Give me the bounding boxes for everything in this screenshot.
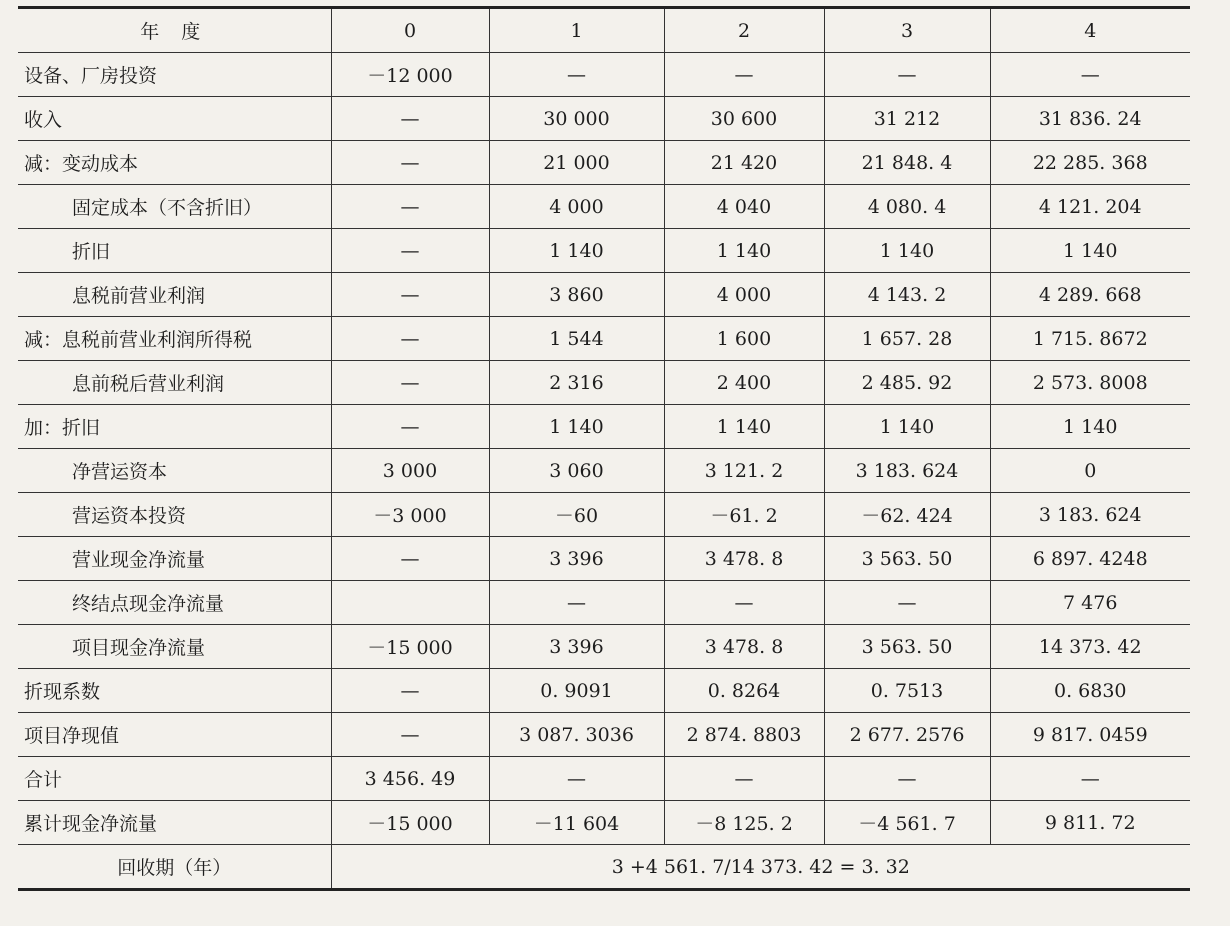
cell-year-3: 0. 7513 [824, 669, 990, 713]
cell-year-4: 1 140 [990, 405, 1190, 449]
cell-year-1: — [489, 757, 664, 801]
year-header-2: 2 [664, 8, 824, 53]
year-header-4: 4 [990, 8, 1190, 53]
cell-year-3: 21 848. 4 [824, 141, 990, 185]
table-row [18, 53, 1190, 97]
row-label: 项目净现值 [18, 713, 331, 757]
table-row [18, 229, 1190, 273]
row-label: 净营运资本 [18, 449, 331, 493]
row-label: 设备、厂房投资 [18, 53, 331, 97]
cell-year-4: 2 573. 8008 [990, 361, 1190, 405]
table-row [18, 537, 1190, 581]
cell-year-3: －62. 424 [824, 493, 990, 537]
cell-year-0: — [331, 713, 489, 757]
year-header-1: 1 [489, 8, 664, 53]
row-label: 营运资本投资 [18, 493, 331, 537]
cell-year-1: 2 316 [489, 361, 664, 405]
cell-year-0: — [331, 537, 489, 581]
cell-year-1: 1 544 [489, 317, 664, 361]
cell-year-0: －3 000 [331, 493, 489, 537]
cell-year-1: －60 [489, 493, 664, 537]
payback-row [18, 845, 1190, 890]
cell-year-4: 6 897. 4248 [990, 537, 1190, 581]
cell-year-2: 4 040 [664, 185, 824, 229]
cell-year-3: 3 563. 50 [824, 537, 990, 581]
cell-year-0: — [331, 361, 489, 405]
cell-year-0 [331, 581, 489, 625]
row-label: 合计 [18, 757, 331, 801]
row-label: 息前税后营业利润 [18, 361, 331, 405]
cell-year-4: 4 289. 668 [990, 273, 1190, 317]
table-row [18, 361, 1190, 405]
cell-year-4: 9 817. 0459 [990, 713, 1190, 757]
row-label: 加：折旧 [18, 405, 331, 449]
cell-year-3: 2 485. 92 [824, 361, 990, 405]
cell-year-2: 3 478. 8 [664, 625, 824, 669]
cell-year-3: 2 677. 2576 [824, 713, 990, 757]
cell-year-3: — [824, 581, 990, 625]
cell-year-0: －12 000 [331, 53, 489, 97]
cell-year-4: 1 140 [990, 229, 1190, 273]
cell-year-3: — [824, 53, 990, 97]
cell-year-3: 31 212 [824, 97, 990, 141]
cell-year-2: 2 400 [664, 361, 824, 405]
table-row [18, 493, 1190, 537]
cell-year-3: 1 140 [824, 229, 990, 273]
cell-year-2: 1 140 [664, 229, 824, 273]
cell-year-1: — [489, 53, 664, 97]
year-header-0: 0 [331, 8, 489, 53]
cell-year-1: 1 140 [489, 405, 664, 449]
cell-year-4: 31 836. 24 [990, 97, 1190, 141]
cell-year-0: －15 000 [331, 801, 489, 845]
cell-year-2: — [664, 581, 824, 625]
cell-year-2: 0. 8264 [664, 669, 824, 713]
cell-year-3: 3 563. 50 [824, 625, 990, 669]
cell-year-0: — [331, 273, 489, 317]
cell-year-4: 1 715. 8672 [990, 317, 1190, 361]
cell-year-2: 3 121. 2 [664, 449, 824, 493]
cell-year-0: 3 000 [331, 449, 489, 493]
cash-flow-table [18, 6, 1190, 891]
cell-year-1: — [489, 581, 664, 625]
row-label: 收入 [18, 97, 331, 141]
table-row [18, 317, 1190, 361]
cell-year-4: 9 811. 72 [990, 801, 1190, 845]
cell-year-0: — [331, 185, 489, 229]
table-row [18, 185, 1190, 229]
cell-year-2: 3 478. 8 [664, 537, 824, 581]
cell-year-2: －8 125. 2 [664, 801, 824, 845]
table-row [18, 757, 1190, 801]
table-row [18, 625, 1190, 669]
cell-year-3: 4 080. 4 [824, 185, 990, 229]
cell-year-3: 4 143. 2 [824, 273, 990, 317]
payback-formula: 3 +4 561. 7/14 373. 42 = 3. 32 [331, 845, 1190, 890]
cell-year-1: 4 000 [489, 185, 664, 229]
cell-year-4: 4 121. 204 [990, 185, 1190, 229]
table-row [18, 713, 1190, 757]
cell-year-1: 3 396 [489, 625, 664, 669]
cell-year-4: 0. 6830 [990, 669, 1190, 713]
row-label: 营业现金净流量 [18, 537, 331, 581]
cell-year-0: — [331, 141, 489, 185]
cell-year-4: 0 [990, 449, 1190, 493]
cell-year-1: 3 396 [489, 537, 664, 581]
table-body [18, 8, 1190, 890]
cell-year-1: 3 087. 3036 [489, 713, 664, 757]
cell-year-0: 3 456. 49 [331, 757, 489, 801]
cell-year-3: — [824, 757, 990, 801]
cell-year-2: －61. 2 [664, 493, 824, 537]
cell-year-2: 1 600 [664, 317, 824, 361]
row-label: 项目现金净流量 [18, 625, 331, 669]
cell-year-0: — [331, 405, 489, 449]
row-label: 固定成本（不含折旧） [18, 185, 331, 229]
row-label: 息税前营业利润 [18, 273, 331, 317]
table-row [18, 273, 1190, 317]
row-label: 减：息税前营业利润所得税 [18, 317, 331, 361]
table-row [18, 141, 1190, 185]
row-label: 累计现金净流量 [18, 801, 331, 845]
row-label: 终结点现金净流量 [18, 581, 331, 625]
year-header-3: 3 [824, 8, 990, 53]
table-row [18, 97, 1190, 141]
cell-year-0: — [331, 317, 489, 361]
cell-year-2: 4 000 [664, 273, 824, 317]
cell-year-1: 21 000 [489, 141, 664, 185]
cell-year-1: 3 060 [489, 449, 664, 493]
row-label: 折旧 [18, 229, 331, 273]
cell-year-4: 7 476 [990, 581, 1190, 625]
payback-label: 回收期（年） [18, 845, 331, 890]
header-row [18, 8, 1190, 53]
cell-year-3: 3 183. 624 [824, 449, 990, 493]
cell-year-1: －11 604 [489, 801, 664, 845]
cell-year-4: 3 183. 624 [990, 493, 1190, 537]
cell-year-4: — [990, 757, 1190, 801]
cell-year-4: 14 373. 42 [990, 625, 1190, 669]
cell-year-3: －4 561. 7 [824, 801, 990, 845]
cell-year-4: 22 285. 368 [990, 141, 1190, 185]
cell-year-2: — [664, 53, 824, 97]
table-row [18, 801, 1190, 845]
cell-year-3: 1 140 [824, 405, 990, 449]
cell-year-2: — [664, 757, 824, 801]
cell-year-0: — [331, 669, 489, 713]
cell-year-0: — [331, 97, 489, 141]
table-row [18, 669, 1190, 713]
table-row [18, 405, 1190, 449]
cell-year-2: 21 420 [664, 141, 824, 185]
cell-year-2: 30 600 [664, 97, 824, 141]
cell-year-4: — [990, 53, 1190, 97]
table-row [18, 581, 1190, 625]
cell-year-1: 30 000 [489, 97, 664, 141]
cell-year-1: 1 140 [489, 229, 664, 273]
cell-year-2: 2 874. 8803 [664, 713, 824, 757]
cell-year-1: 3 860 [489, 273, 664, 317]
cell-year-1: 0. 9091 [489, 669, 664, 713]
cell-year-0: －15 000 [331, 625, 489, 669]
table-row [18, 449, 1190, 493]
cell-year-2: 1 140 [664, 405, 824, 449]
cell-year-0: — [331, 229, 489, 273]
cell-year-3: 1 657. 28 [824, 317, 990, 361]
year-header-label: 年 度 [18, 8, 331, 53]
row-label: 减：变动成本 [18, 141, 331, 185]
row-label: 折现系数 [18, 669, 331, 713]
